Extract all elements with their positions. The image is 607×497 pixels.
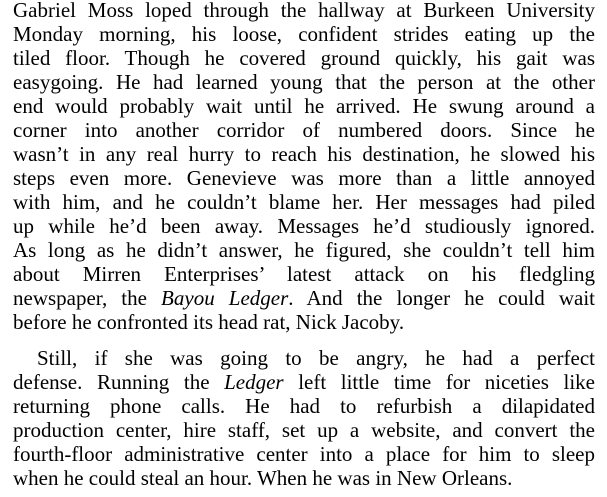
text-line	[13, 262, 595, 286]
text-line	[13, 346, 595, 370]
text-line	[13, 466, 595, 490]
text-line	[13, 394, 595, 418]
paragraph	[13, 0, 595, 334]
text-line	[13, 190, 595, 214]
text-line	[13, 238, 595, 262]
text-line	[13, 310, 595, 334]
text-line	[13, 370, 595, 394]
text-line	[13, 94, 595, 118]
text-segment: steps even more. Genevieve was more than a little annoyed	[13, 166, 595, 190]
text-line	[13, 142, 595, 166]
text-segment: with him, and he couldn’t blame her. Her messages had piled	[13, 190, 595, 214]
text-segment: returning phone calls. He had to refurbish a dilapidated	[13, 394, 595, 418]
text-line	[13, 118, 595, 142]
text-segment: end would probably wait until he arrived. He swung around a	[13, 94, 595, 118]
text-segment: about Mirren Enterprises’ latest attack on his fledgling	[13, 262, 595, 286]
text-segment: As long as he didn’t answer, he figured, she couldn’t tell him	[13, 238, 595, 262]
text-line	[13, 0, 595, 22]
text-line	[13, 22, 595, 46]
text-segment: Monday morning, his loose, confident strides eating up the	[13, 22, 595, 46]
text-segment: corner into another corridor of numbered doors. Since he	[13, 118, 595, 142]
text-segment: up while he’d been away. Messages he’d studiously ignored.	[13, 214, 595, 238]
text-segment: wasn’t in any real hurry to reach his destination, he slowed his	[13, 142, 595, 166]
text-line	[13, 418, 595, 442]
text-segment: production center, hire staff, set up a website, and convert the	[13, 418, 595, 442]
text-segment: . And the longer he could wait	[288, 286, 595, 310]
text-segment: defense. Running the	[13, 370, 225, 394]
text-segment: before he confronted its head rat, Nick Jacoby.	[13, 310, 405, 334]
text-segment: Still, if she was going to be angry, he had a perfect	[37, 346, 595, 370]
italic-text-segment: Ledger	[224, 370, 284, 394]
text-segment: left little time for niceties like	[283, 370, 595, 394]
text-line	[13, 214, 595, 238]
text-line	[13, 166, 595, 190]
text-line	[13, 70, 595, 94]
text-segment: fourth-floor administrative center into a place for him to sleep	[13, 442, 595, 466]
text-line	[13, 442, 595, 466]
text-segment: easygoing. He had learned young that the person at the other	[13, 70, 595, 94]
italic-text-segment: Bayou Ledger	[161, 286, 289, 310]
text-line	[13, 46, 595, 70]
text-segment: Gabriel Moss loped through the hallway at Burkeen University	[13, 0, 595, 22]
text-segment: tiled floor. Though he covered ground quickly, his gait was	[13, 46, 595, 70]
paragraph	[13, 346, 595, 490]
text-segment: newspaper, the	[13, 286, 162, 310]
text-line	[13, 286, 595, 310]
text-segment: when he could steal an hour. When he was in New Orleans.	[13, 466, 513, 490]
